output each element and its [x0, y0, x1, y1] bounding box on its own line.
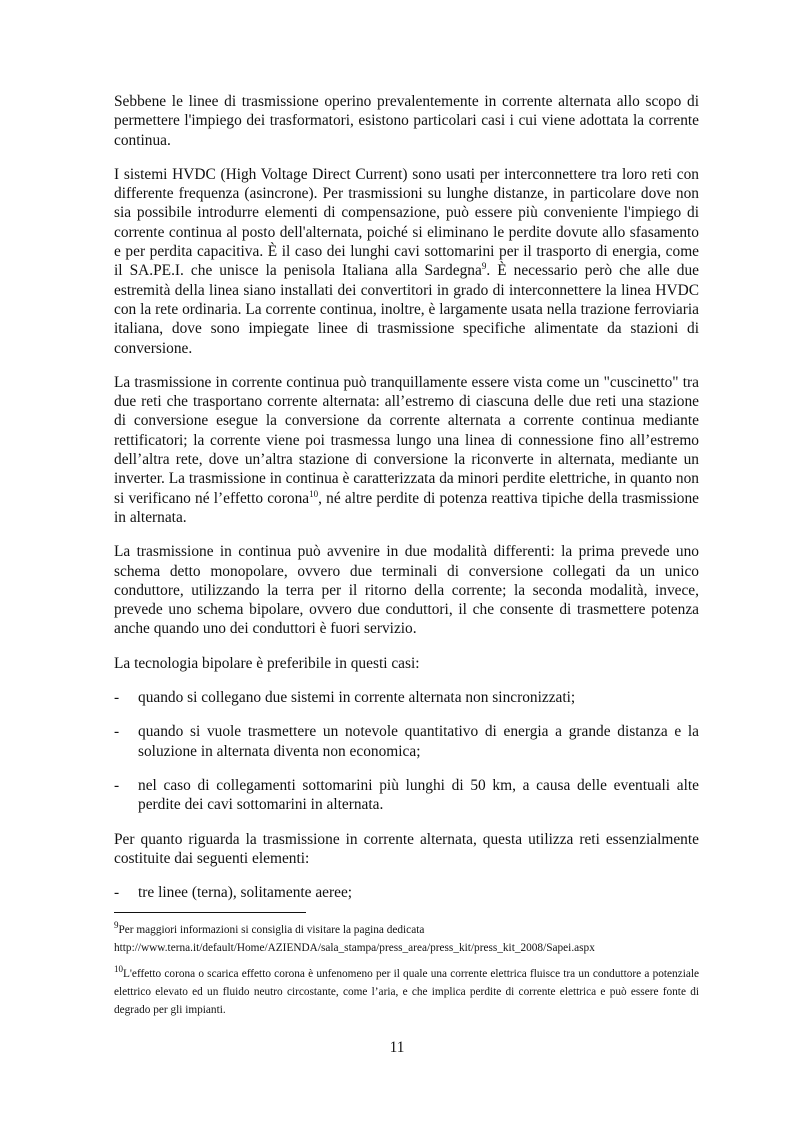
footnote-9-text: Per maggiori informazioni si consiglia di visitare la pagina dedicata — [118, 924, 425, 936]
paragraph-intro: Sebbene le linee di trasmissione operino prevalentemente in corrente alternata allo scopo di permettere l'impiego dei trasformatori, esistono particolari casi i cui viene adottata la corrente continua. — [114, 93, 699, 149]
footnote-9 — [114, 921, 699, 957]
list-item — [114, 722, 699, 761]
footnote-9-mark: 9 — [114, 920, 119, 931]
footnote-ref-9[interactable]: 9 — [481, 261, 487, 272]
bullet-dash: - — [114, 776, 120, 794]
footnote-9-line1 — [114, 921, 699, 939]
footnote-ref-10[interactable]: 10 — [309, 488, 319, 499]
list-item-text: quando si vuole trasmettere un notevole quantitativo di energia a grande distanza e la soluzione in alternata diventa non economica; — [138, 723, 699, 760]
list-item — [114, 688, 699, 707]
list-item — [114, 776, 699, 815]
footnote-separator — [114, 912, 306, 913]
list-item — [114, 883, 699, 902]
paragraph-cuscinetto-text-a: La trasmissione in corrente continua può tranquillamente essere vista come un "cuscinetto" tra due reti che trasportano corrente alternata: all’estremo di ciascuna delle due reti una stazione di conversione esegue la conversione da corrente alternata a corrente continua mediante rettificatori; la corrente viene poi trasmessa lungo una linea di connessione fino all’estremo dell’altra rete, dove un’altra stazione di conversione la riconverte in alternata, mediante un inverter. La trasmissione in continua è caratterizzata da minori perdite elettriche, in quanto non si verificano né l’effetto corona — [114, 373, 699, 507]
list-item-text: quando si collegano due sistemi in corrente alternata non sincronizzati; — [138, 689, 576, 707]
list-item-text: tre linee (terna), solitamente aeree; — [138, 884, 353, 902]
ac-elements-list — [114, 883, 699, 902]
paragraph-cuscinetto — [114, 373, 699, 527]
paragraph-cuscinetto-text-b: , né altre perdite di potenza reattiva tipiche della trasmissione in alternata. — [114, 489, 699, 526]
paragraph-hvdc — [114, 165, 699, 358]
list-item-text: nel caso di collegamenti sottomarini più lunghi di 50 km, a causa delle eventuali alte perdite dei cavi sottomarini in alternata. — [138, 776, 699, 814]
paragraph-alternata: Per quanto riguarda la trasmissione in corrente alternata, questa utilizza reti essenzialmente costituite dai seguenti elementi: — [114, 830, 699, 867]
bipolar-cases-list — [114, 688, 699, 814]
bullet-dash: - — [114, 884, 120, 902]
footnotes — [114, 912, 699, 1027]
paragraph-modalita: La trasmissione in continua può avvenire in due modalità differenti: la prima prevede uno schema detto monopolare, ovvero due terminali di conversione collegati da un unico conduttore, utilizzando la terra per il ritorno della corrente; la seconda modalità, invece, prevede uno schema bipolare, ovvero due conduttori, il che consente di trasmettere potenza anche quando uno dei conduttori è fuori servizio. — [114, 543, 699, 638]
footnote-10-mark: 10 — [114, 964, 123, 975]
footnote-10-text: L'effetto corona o scarica effetto corona è unfenomeno per il quale una corrente elettrica fluisce tra un conduttore a potenziale elettrico elevato ed un fluido neutro circostante, come l’aria, e che implica perdite di corrente elettrica e può essere fonte di degrado per gli impianti. — [114, 968, 699, 1016]
paragraph-bipolare-intro: La tecnologia bipolare è preferibile in questi casi: — [114, 654, 420, 672]
bullet-dash: - — [114, 723, 120, 741]
bullet-dash: - — [114, 689, 120, 707]
page-body — [114, 92, 699, 902]
paragraph-hvdc-text-b: . È necessario però che alle due estremità della linea siano installati dei convertitori in grado di interconnettere la linea HVDC con la rete ordinaria. La corrente continua, inoltre, è largamente usata nella trazione ferroviaria italiana, dove sono impiegate linee di trasmissione specifiche alimentate da stazioni di conversione. — [114, 262, 699, 357]
page-number: 11 — [389, 1039, 405, 1056]
footnote-9-link[interactable]: http://www.terna.it/default/Home/AZIENDA/sala_stampa/press_area/press_kit/press_kit_2008/Sapei.aspx — [114, 942, 595, 954]
paragraph-hvdc-text-a: I sistemi HVDC (High Voltage Direct Current) sono usati per interconnettere tra loro reti con differente frequenza (asincrone). Per trasmissioni su lunghe distanze, in particolare dove non sia possibile introdurre elementi di compensazione, può essere più conveniente l'impiego di corrente continua al posto dell'alternata, poiché si eliminano le perdite dovute allo sfasamento e per perdita capacitiva. È il caso dei lunghi cavi sottomarini per il trasporto di energia, come il SA.PE.I. che unisce la penisola Italiana alla Sardegna — [114, 165, 699, 280]
footnote-10 — [114, 965, 699, 1019]
